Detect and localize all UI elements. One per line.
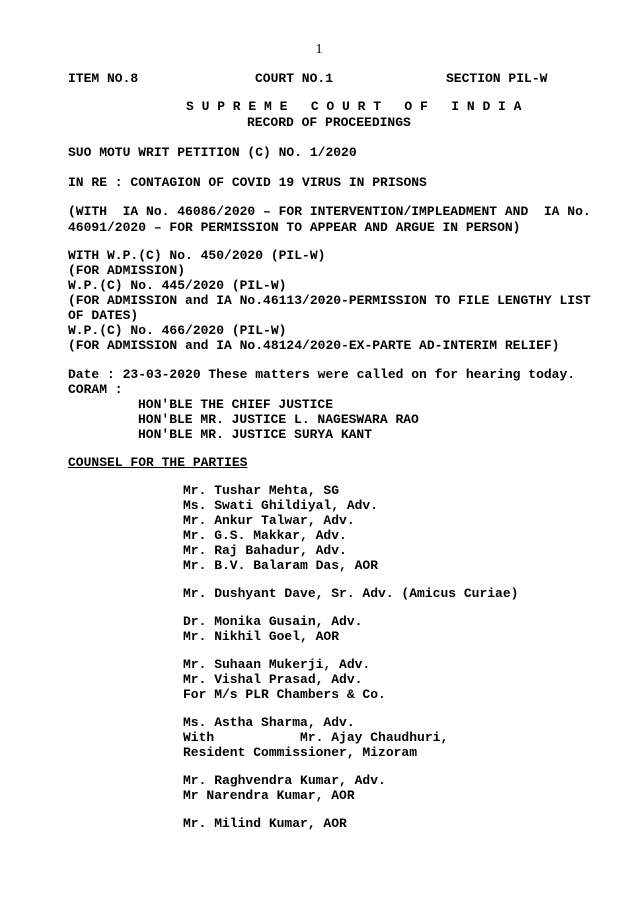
counsel-line: Mr. Suhaan Mukerji, Adv.: [183, 657, 371, 672]
tagged-matter-line: W.P.(C) No. 445/2020 (PIL-W): [68, 278, 287, 293]
counsel-line: Ms. Astha Sharma, Adv.: [183, 715, 355, 730]
tagged-matter-line: W.P.(C) No. 466/2020 (PIL-W): [68, 323, 287, 338]
hearing-date-line: Date : 23-03-2020 These matters were called on for hearing today.: [68, 367, 576, 382]
coram-judge: HON'BLE THE CHIEF JUSTICE: [138, 397, 334, 412]
court-name: S U P R E M E C O U R T O F I N D I A: [186, 99, 522, 114]
counsel-line: Mr. Vishal Prasad, Adv.: [183, 672, 363, 687]
counsel-heading: COUNSEL FOR THE PARTIES: [68, 455, 248, 470]
coram-label: CORAM :: [68, 382, 123, 397]
with-ia-line: (WITH IA No. 46086/2020 – FOR INTERVENTION/IMPLEADMENT AND IA No.: [68, 204, 591, 219]
in-re-line: IN RE : CONTAGION OF COVID 19 VIRUS IN PRISONS: [68, 175, 427, 190]
tagged-matter-line: WITH W.P.(C) No. 450/2020 (PIL-W): [68, 248, 326, 263]
coram-judge: HON'BLE MR. JUSTICE L. NAGESWARA RAO: [138, 412, 419, 427]
with-ia-line: 46091/2020 – FOR PERMISSION TO APPEAR AND ARGUE IN PERSON): [68, 220, 521, 235]
counsel-line: Mr. Milind Kumar, AOR: [183, 816, 347, 831]
counsel-line: Mr. Tushar Mehta, SG: [183, 483, 340, 498]
item-number: ITEM NO.8: [68, 71, 139, 86]
court-number: COURT NO.1: [255, 71, 334, 86]
counsel-line: Dr. Monika Gusain, Adv.: [183, 614, 363, 629]
counsel-line: For M/s PLR Chambers & Co.: [183, 687, 386, 702]
counsel-line: Mr. G.S. Makkar, Adv.: [183, 528, 347, 543]
tagged-matter-line: (FOR ADMISSION): [68, 263, 186, 278]
counsel-line: Ms. Swati Ghildiyal, Adv.: [183, 498, 379, 513]
tagged-matter-line: (FOR ADMISSION and IA No.48124/2020-EX-PARTE AD-INTERIM RELIEF): [68, 338, 560, 353]
counsel-line: Resident Commissioner, Mizoram: [183, 745, 418, 760]
page-number: 1: [315, 42, 323, 57]
counsel-line: Mr. B.V. Balaram Das, AOR: [183, 558, 379, 573]
counsel-line: With Mr. Ajay Chaudhuri,: [183, 730, 449, 745]
counsel-line: Mr Narendra Kumar, AOR: [183, 788, 355, 803]
counsel-line: Mr. Raghvendra Kumar, Adv.: [183, 773, 386, 788]
counsel-line: Mr. Dushyant Dave, Sr. Adv. (Amicus Curiae): [183, 586, 519, 601]
petition-number: SUO MOTU WRIT PETITION (C) NO. 1/2020: [68, 145, 357, 160]
tagged-matter-line: OF DATES): [68, 308, 139, 323]
tagged-matter-line: (FOR ADMISSION and IA No.46113/2020-PERMISSION TO FILE LENGTHY LIST: [68, 293, 591, 308]
coram-judge: HON'BLE MR. JUSTICE SURYA KANT: [138, 427, 373, 442]
counsel-line: Mr. Nikhil Goel, AOR: [183, 629, 340, 644]
counsel-line: Mr. Ankur Talwar, Adv.: [183, 513, 355, 528]
section-label: SECTION PIL-W: [446, 71, 548, 86]
counsel-line: Mr. Raj Bahadur, Adv.: [183, 543, 347, 558]
record-title: RECORD OF PROCEEDINGS: [247, 115, 411, 130]
